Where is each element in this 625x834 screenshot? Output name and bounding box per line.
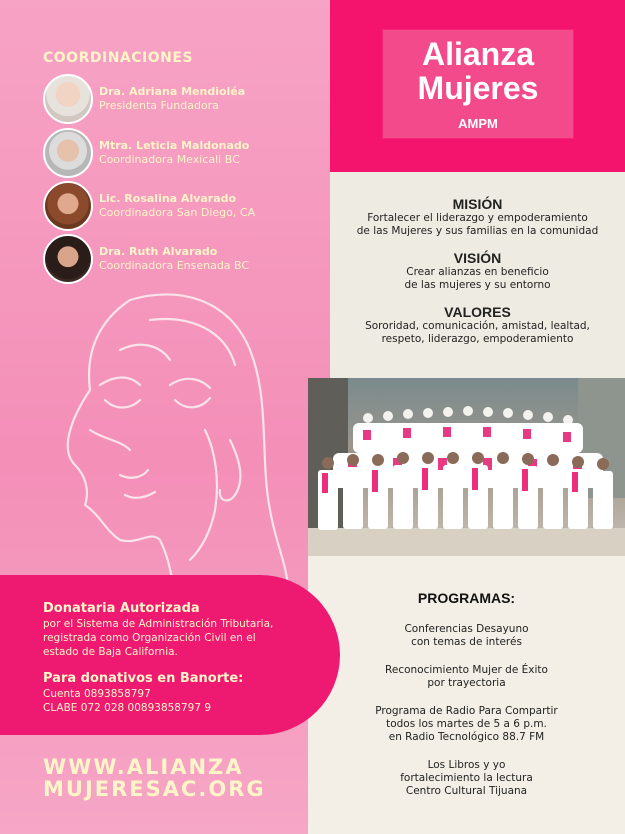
coordinator-name: Mtra. Leticia Maldonado: [99, 139, 250, 152]
logo: [383, 30, 573, 138]
banorte-title: Para donativos en Banorte:: [43, 671, 244, 686]
valores-title: VALORES: [444, 304, 511, 320]
coordinator-name: Dra. Adriana Mendioléa: [99, 85, 246, 98]
mision-line2: de las Mujeres y sus familias en la comunidad: [356, 225, 599, 237]
program-line: Programa de Radio Para Compartir: [375, 705, 558, 717]
donataria-line2: registrada como Organización Civil en el: [43, 632, 256, 644]
avatar: [43, 181, 93, 231]
program-line: con temas de interés: [411, 636, 522, 648]
vision-line1: Crear alianzas en beneficio: [406, 266, 549, 278]
coordinator-role: Coordinadora Mexicali BC: [99, 153, 240, 166]
coordinator-role: Coordinadora San Diego, CA: [99, 206, 256, 219]
logo-sub: AMPM: [458, 116, 498, 131]
avatar: [43, 128, 93, 178]
mision-title: MISIÓN: [452, 196, 503, 212]
coordinator-name: Lic. Rosalina Alvarado: [99, 192, 237, 205]
program-line: en Radio Tecnológico 88.7 FM: [388, 731, 545, 743]
cuenta: Cuenta 0893858797: [43, 688, 151, 700]
program-line: Los Libros y yo: [427, 759, 506, 771]
mision-line1: Fortalecer el liderazgo y empoderamiento: [367, 212, 588, 224]
logo-line2: Mujeres: [417, 70, 539, 106]
website-line2[interactable]: MUJERESAC.ORG: [43, 777, 266, 801]
avatar: [43, 234, 93, 284]
vision-line2: de las mujeres y su entorno: [404, 279, 551, 291]
coordinator-card: [43, 234, 323, 282]
logo-line1: Alianza: [421, 36, 535, 72]
donataria-line1: por el Sistema de Administración Tributaria,: [43, 618, 274, 630]
clabe: CLABE 072 028 00893858797 9: [43, 702, 212, 714]
program-line: Reconocimiento Mujer de Éxito: [385, 664, 548, 676]
donataria-line3: estado de Baja California.: [43, 646, 178, 658]
coordinaciones-title: COORDINACIONES: [43, 50, 193, 66]
valores-line2: respeto, liderazgo, empoderamiento: [381, 333, 574, 345]
coordinator-name: Dra. Ruth Alvarado: [99, 245, 218, 258]
avatar: [43, 74, 93, 124]
coordinator-card: [43, 181, 323, 229]
program-line: Centro Cultural Tijuana: [405, 785, 528, 797]
coordinator-role: Coordinadora Ensenada BC: [99, 259, 250, 272]
donataria-title: Donataria Autorizada: [43, 601, 200, 616]
programas-title: PROGRAMAS:: [417, 590, 516, 606]
face-line-art: [30, 290, 290, 590]
program-line: fortalecimiento la lectura: [400, 772, 533, 784]
program-line: por trayectoria: [427, 677, 506, 689]
website-line1[interactable]: WWW.ALIANZA: [43, 755, 244, 779]
group-photo: [308, 378, 625, 556]
program-line: todos los martes de 5 a 6 p.m.: [386, 718, 547, 730]
vision-title: VISIÓN: [453, 250, 502, 266]
coordinator-role: Presidenta Fundadora: [99, 99, 219, 112]
program-line: Conferencias Desayuno: [404, 623, 529, 635]
coordinator-card: [43, 128, 323, 176]
coordinator-card: [43, 74, 323, 122]
valores-line1: Sororidad, comunicación, amistad, lealtad,: [365, 320, 590, 332]
